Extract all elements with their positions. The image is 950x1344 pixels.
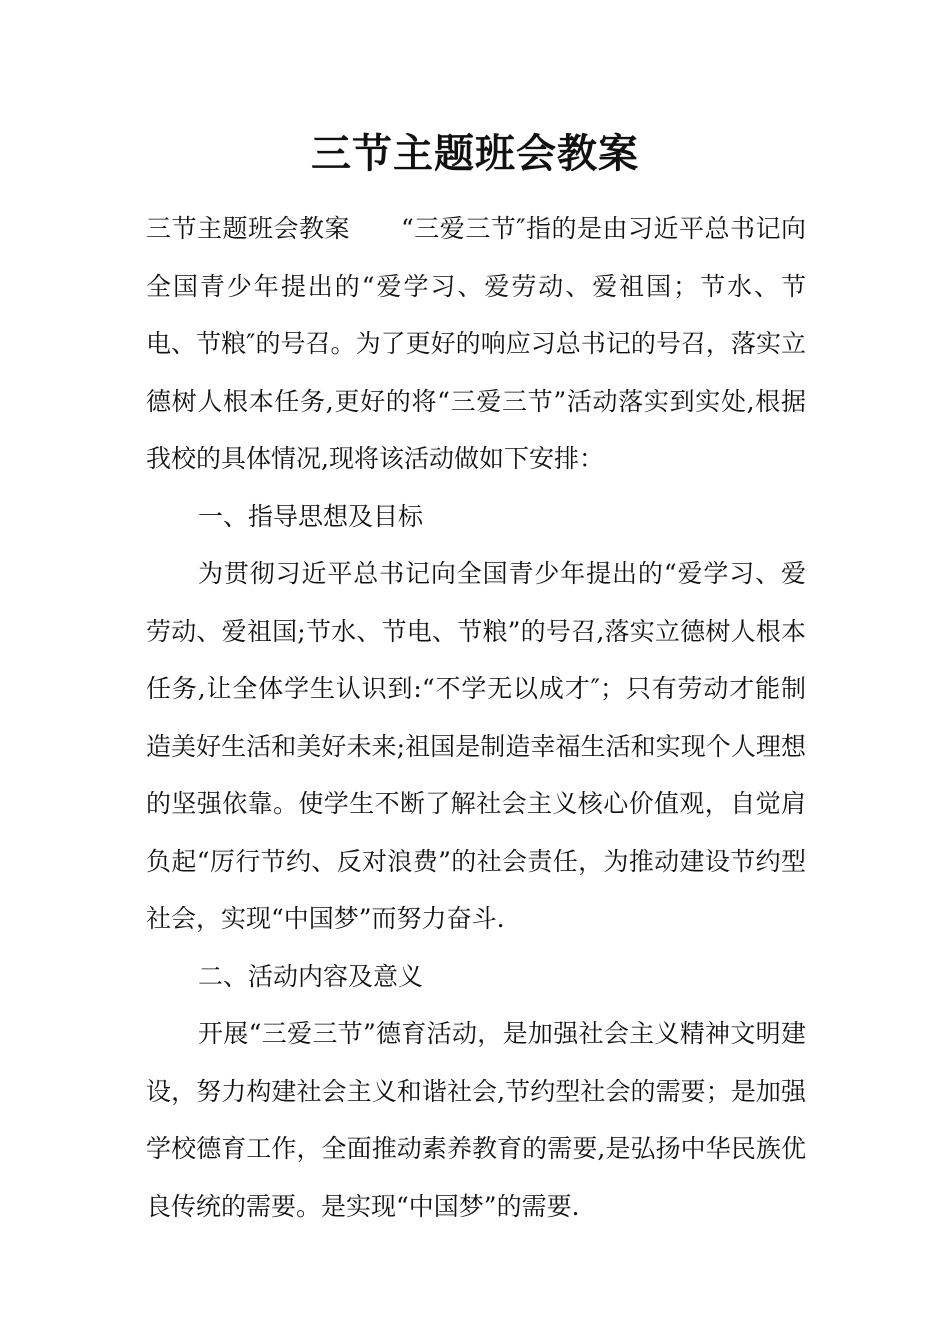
document-title: 三节主题班会教案 bbox=[311, 130, 639, 177]
paragraph-activity-content: 开展“三爱三节”德育活动，是加强社会主义精神文明建设，努力构建社会主义和谐社会,节约型社会的需要；是加强学校德育工作，全面推动素养教育的需要,是弘扬中华民族优良传统的需要。是实现“中国梦”的需要. bbox=[146, 1019, 806, 1221]
section-heading-guiding-ideology: 一、指导思想及目标 bbox=[198, 501, 424, 531]
paragraph-guiding-ideology: 为贯彻习近平总书记向全国青少年提出的“爱学习、爱劳动、爱祖国;节水、节电、节粮”的号召,落实立德树人根本任务,让全体学生认识到:“不学无以成才″；只有劳动才能制造美好生活和美好未来;祖国是制造幸福生活和实现个人理想的坚强依靠。使学生不断了解社会主义核心价值观，自觉肩负起“厉行节约、反对浪费”的社会责任，为推动建设节约型社会，实现“中国梦”而努力奋斗. bbox=[146, 559, 806, 933]
document-body bbox=[146, 200, 806, 1235]
paragraph-intro: 三节主题班会教案 “三爱三节″指的是由习近平总书记向全国青少年提出的“爱学习、爱劳动、爱祖国；节水、节电、节粮″的号召。为了更好的响应习总书记的号召，落实立德树人根本任务,更好的将“三爱三节”活动落实到实处,根据我校的具体情况,现将该活动做如下安排： bbox=[146, 214, 806, 473]
section-heading-activity-content: 二、活动内容及意义 bbox=[198, 961, 424, 991]
